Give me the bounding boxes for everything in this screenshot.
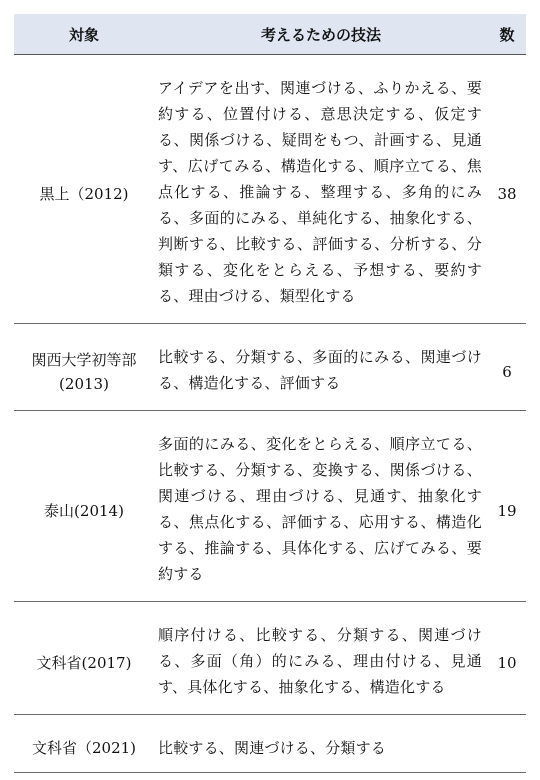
row-gap — [14, 55, 526, 65]
row-techniques: 比較する、分類する、多面的にみる、関連づける、構造化する、評価する — [154, 333, 488, 411]
row-subject: 黒上（2012) — [14, 64, 154, 324]
row-subject: 関西大学初等部 (2013) — [14, 333, 154, 411]
table-header — [14, 14, 526, 55]
row-gap — [14, 602, 526, 612]
row-techniques: 多面的にみる、変化をとらえる、順序立てる、比較する、分類する、変換する、関係づける、関連づける、理由づける、見通す、抽象化する、焦点化する、評価する、応用する、構造化する、推論する、具体化する、広げてみる、要約する — [154, 420, 488, 602]
row-count: 10 — [488, 611, 526, 715]
table-row — [14, 420, 526, 602]
row-subject: 文科省（2021) — [14, 724, 154, 773]
row-count — [488, 724, 526, 773]
techniques-table — [14, 14, 526, 773]
table-body — [14, 55, 526, 773]
header-techniques: 考えるための技法 — [154, 14, 488, 55]
table-row — [14, 333, 526, 411]
row-count: 6 — [488, 333, 526, 411]
row-techniques: 順序付ける、比較する、分類する、関連づける、多面（角）的にみる、理由付ける、見通す、具体化する、抽象化する、構造化する — [154, 611, 488, 715]
row-count: 19 — [488, 420, 526, 602]
header-subject: 対象 — [14, 14, 154, 55]
header-row — [14, 14, 526, 55]
header-count: 数 — [488, 14, 526, 55]
row-subject: 泰山(2014) — [14, 420, 154, 602]
row-subject: 文科省(2017) — [14, 611, 154, 715]
table-row — [14, 611, 526, 715]
row-gap — [14, 715, 526, 725]
row-gap — [14, 411, 526, 421]
row-techniques: アイデアを出す、関連づける、ふりかえる、要約する、位置付ける、意思決定する、仮定する、関係づける、疑問をもつ、計画する、見通す、広げてみる、構造化する、順序立てる、焦点化する、推論する、整理する、多角的にみる、多面的にみる、単純化する、抽象化する、判断する、比較する、評価する、分析する、分類する、変化をとらえる、予想する、要約する、理由づける、類型化する — [154, 64, 488, 324]
table-row — [14, 724, 526, 773]
row-techniques: 比較する、関連づける、分類する — [154, 724, 488, 773]
row-gap — [14, 324, 526, 334]
row-count: 38 — [488, 64, 526, 324]
table-row — [14, 64, 526, 324]
